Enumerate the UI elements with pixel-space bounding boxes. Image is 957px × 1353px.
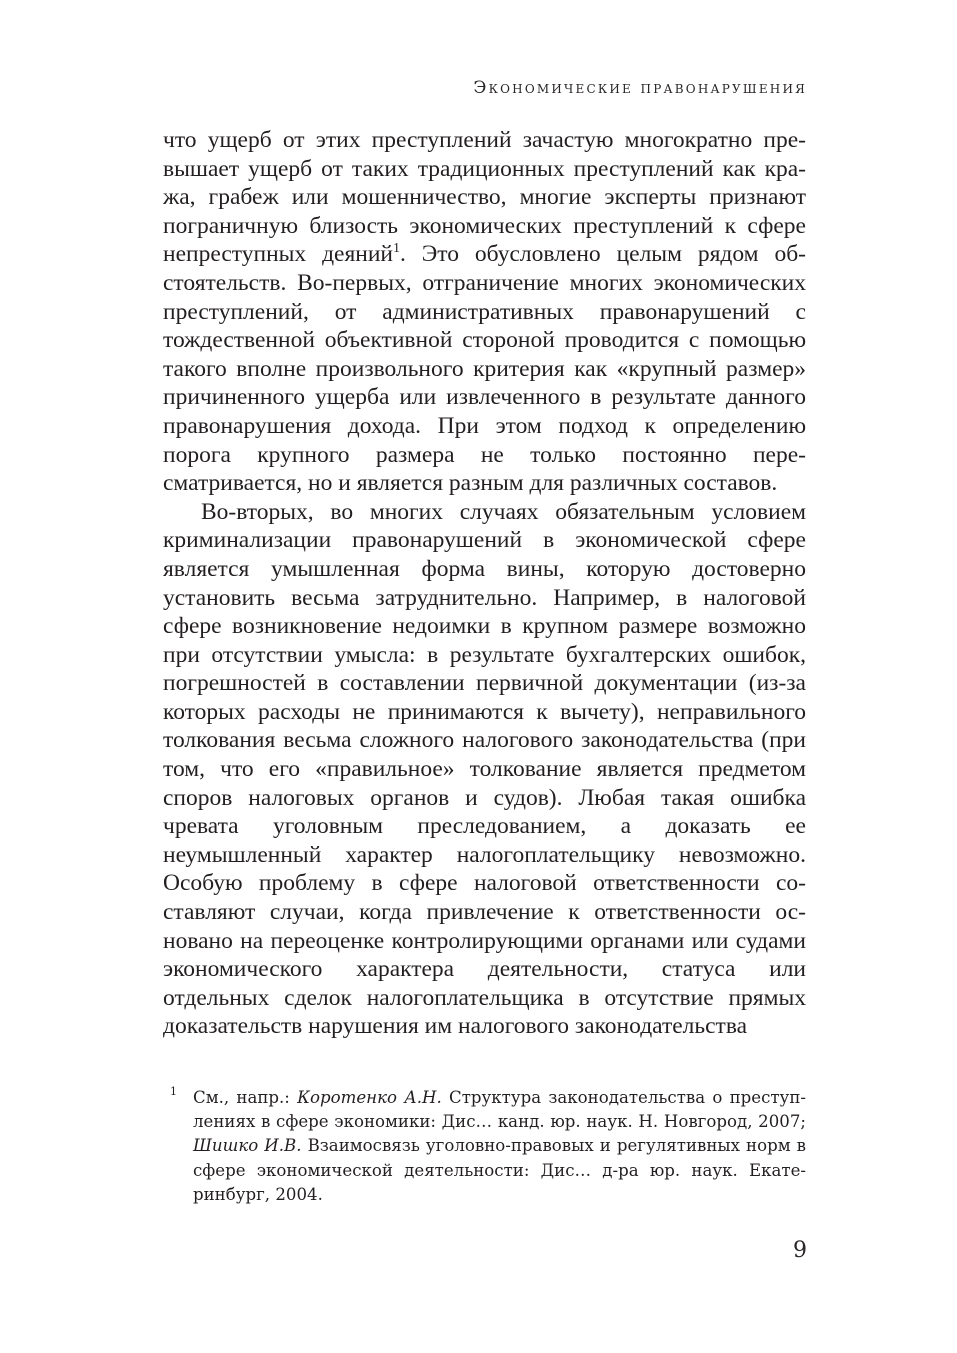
footnote-prefix: См., напр.: xyxy=(193,1088,298,1107)
page-number: 9 xyxy=(793,1238,807,1263)
paragraph-1 xyxy=(163,126,806,498)
paragraph-1-text-a: что ущерб от этих преступлений зачастую многократно превышает ущерб от таких традиционных преступлений как кража, грабеж или мошенничество, многие эксперты признают пограничную близость экономических преступлений к сфере непреступных деяний xyxy=(163,127,806,268)
footnote-text xyxy=(193,1086,806,1207)
paragraph-1-text-b: . Это обусловлено целым рядом обстоятельств. Во-первых, отграничение многих экономических преступлений, от административных правонарушений с тождественной объективной стороной проводится с помощью такого вполне произвольного критерия как «крупный размер» причиненного ущерба или извлеченного в результате данного правонарушения дохода. При этом подход к определению порога крупного размера не только постоянно пересматривается, но и является разным для различных составов. xyxy=(163,241,806,497)
footnote xyxy=(163,1086,806,1207)
footnote-author-2: Шишко И.В. xyxy=(193,1136,302,1156)
running-head: Экономические правонарушения xyxy=(473,78,807,98)
footnote-number: 1 xyxy=(170,1085,177,1098)
paragraph-2: Во-вторых, во многих случаях обязательным условием криминализации правонарушений в экономической сфере является умышленная форма вины, которую достоверно установить весьма затруднительно. Например, в налоговой сфере возникновение недоимки в крупном размере возможно при отсутствии умысла: в результате бухгалтерских ошибок, погрешностей в составлении первичной документации (из-за которых расходы не принимаются к вычету), неправильного толкования весьма сложного налогового законодательства (при том, что его «правильное» толкование является предметом споров налоговых органов и судов). Любая такая ошибка чревата уголовным преследованием, а доказать ее неумышленный характер налогоплательщику невозможно. Особую проблему в сфере налоговой ответственности составляют случаи, когда привлечение к ответственности основано на переоценке контролирующими органами или судами экономического характера деятельности, статуса или отдельных сделок налогоплательщика в отсутствие прямых доказательств нарушения им налогового законодательства xyxy=(163,498,806,1040)
main-text xyxy=(163,126,806,1041)
footnote-author-1: Коротенко А.Н. xyxy=(297,1088,442,1107)
footnote-citation-1: Структура законодательства о преступлениях в сфере экономики: Дис… канд. юр. наук. Н. Новгород, 2007; xyxy=(193,1088,806,1132)
footnote-citation-2: Взаимосвязь уголовно-правовых и регулятивных норм в сфере экономической деятельности: Дис… д-ра юр. наук. Екатеринбург, 2004. xyxy=(193,1136,806,1204)
footnote-reference: 1 xyxy=(393,241,401,257)
